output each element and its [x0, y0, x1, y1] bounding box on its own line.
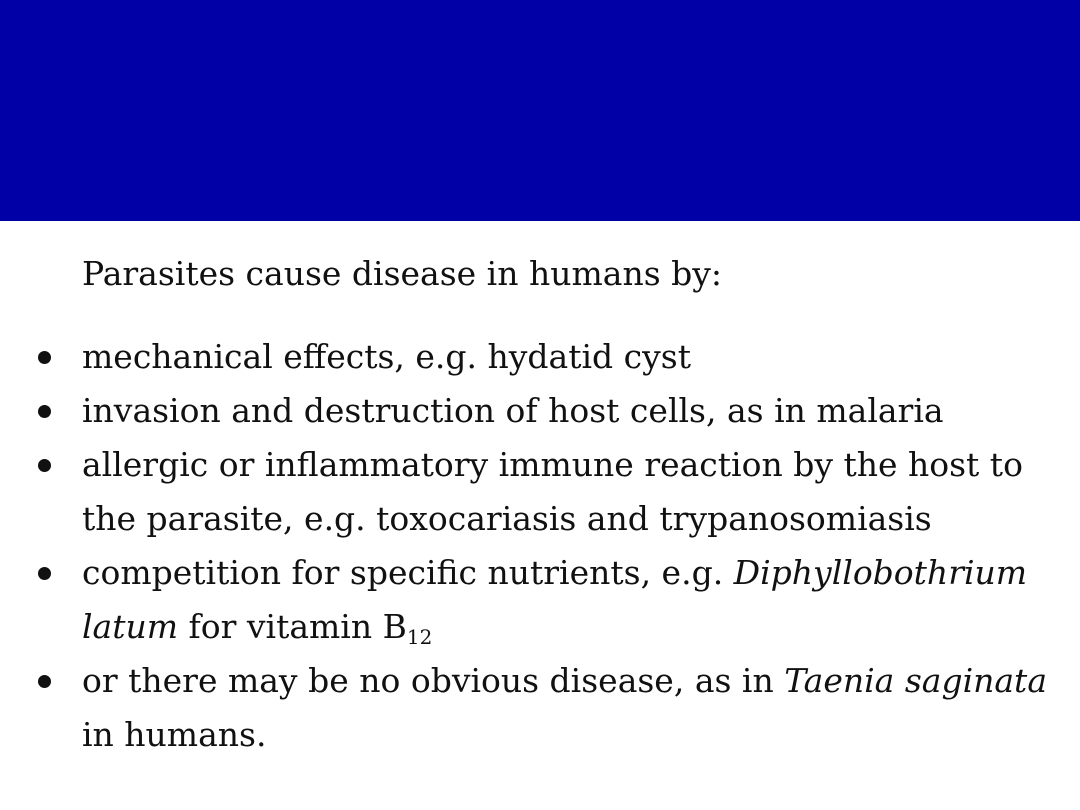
italic-species-name: Diphyllobothrium	[733, 553, 1028, 592]
italic-species-name: Taenia saginata	[784, 661, 1047, 700]
bullet-text: competition for specific nutrients, e.g.	[82, 553, 734, 592]
bullet-list	[0, 330, 1080, 762]
bullet-text-line-2: in humans.	[82, 715, 267, 754]
subscript-text: 12	[406, 625, 433, 649]
bullet-text-line-2	[82, 600, 1080, 654]
list-item	[0, 384, 1080, 438]
list-item	[0, 654, 1080, 762]
bullet-text: or there may be no obvious disease, as in	[82, 661, 785, 700]
bullet-text: mechanical effects, e.g. hydatid cyst	[82, 337, 691, 376]
title-banner	[0, 0, 1080, 221]
list-item	[0, 330, 1080, 384]
bullet-text-line-1	[82, 654, 1080, 708]
bullet-icon	[38, 405, 51, 418]
list-item	[0, 438, 1080, 546]
bullet-icon	[38, 351, 51, 364]
intro-text: Parasites cause disease in humans by:	[82, 254, 723, 293]
bullet-icon	[38, 459, 51, 472]
bullet-icon	[38, 675, 51, 688]
bullet-text: invasion and destruction of host cells, as in malaria	[82, 391, 944, 430]
bullet-text-line-1: allergic or inflammatory immune reaction by the host to	[82, 445, 1023, 484]
bullet-text: for vitamin B	[178, 607, 407, 646]
italic-species-name: latum	[82, 607, 179, 646]
list-item	[0, 546, 1080, 654]
bullet-text-line-1	[82, 546, 1080, 600]
bullet-text-line-2: the parasite, e.g. toxocariasis and trypanosomiasis	[82, 499, 932, 538]
bullet-icon	[38, 567, 51, 580]
